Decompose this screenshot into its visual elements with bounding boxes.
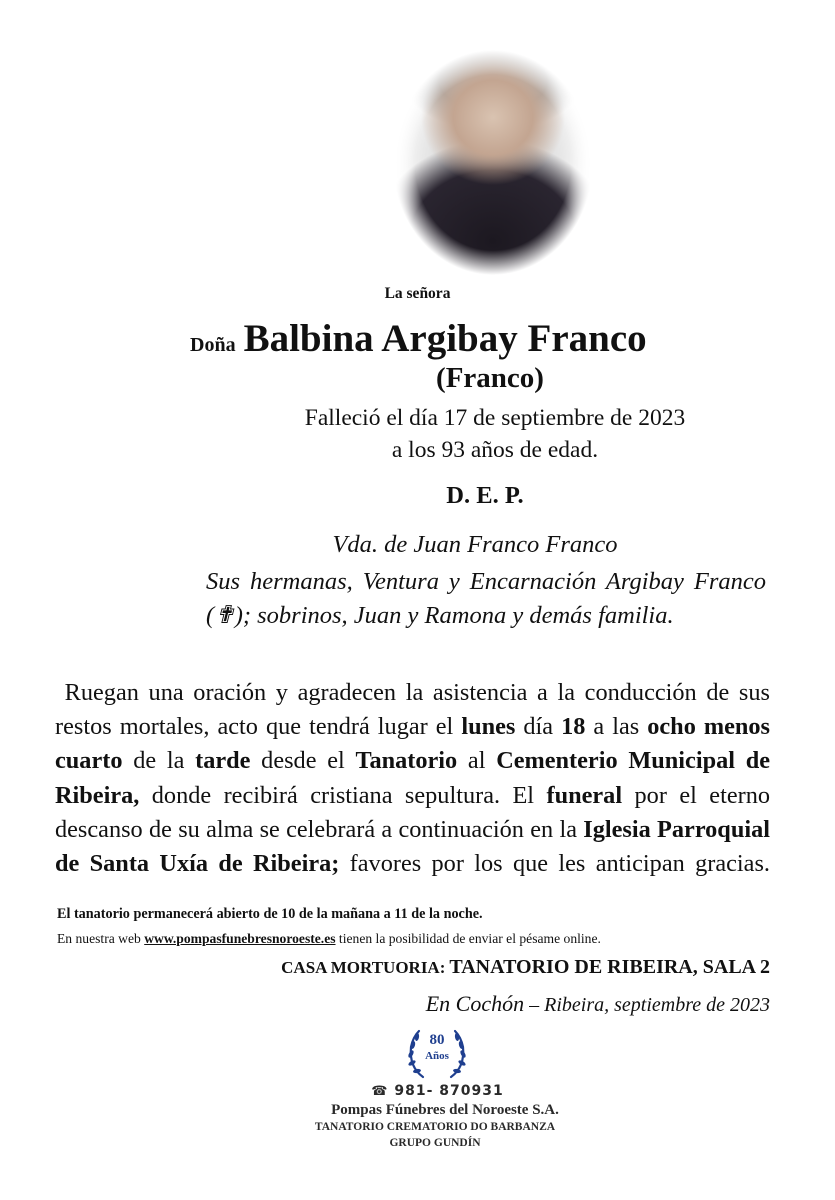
website-link[interactable]: www.pompasfunebresnoroeste.es [144, 931, 336, 946]
honorific: Doña [190, 334, 236, 356]
phone-icon: ☎ [371, 1084, 389, 1099]
deceased-name [190, 316, 647, 361]
mortuary-label: CASA MORTUORIA: [281, 958, 446, 977]
full-name: Balbina Argibay Franco [243, 317, 647, 360]
widow-line: Vda. de Juan Franco Franco [332, 531, 618, 558]
age: a los 93 años de edad. [391, 437, 599, 463]
death-date: Falleció el día 17 de septiembre de 2023 [304, 405, 686, 431]
web-note: En nuestra web www.pompasfunebresnoroeste.es tienen la posibilidad de enviar el pésame online. [57, 931, 601, 946]
cross-icon: ✟ [214, 602, 235, 629]
phone-number: 981- 870931 [394, 1083, 504, 1099]
company-name: Pompas Fúnebres del Noroeste S.A. [331, 1102, 559, 1118]
group-name: GRUPO GUNDÍN [389, 1137, 481, 1149]
ceremony-paragraph: Ruegan una oración y agradecen la asistencia a la conducción de sus restos mortales, acto que tendrá lugar el lunes día 18 a las ocho menos cuarto de la tarde desde el Tanatorio al Cementerio Municipal de Ribeira, donde recibirá cristiana sepultura. El funeral por el eterno descanso de su alma se celebrará a continuación en la Iglesia Parroquial de Santa Uxía de Ribeira; favores por los que les anticipan gracias. [55, 679, 771, 878]
mortuary-value: TANATORIO DE RIBEIRA, SALA 2 [449, 956, 770, 978]
place-date: En Cochón – Ribeira, septiembre de 2023 [425, 991, 770, 1016]
logo-word: Años [425, 1050, 449, 1062]
crematorium-name: TANATORIO CREMATORIO DO BARBANZA [314, 1121, 556, 1133]
portrait-photo [393, 50, 593, 275]
alias: (Franco) [436, 362, 544, 394]
title: La señora [384, 285, 451, 302]
mortuary-line [281, 956, 770, 979]
phone-line [0, 1083, 835, 1099]
80-years-logo [399, 1023, 475, 1083]
family-paragraph: Sus hermanas, Ventura y Encarnación Argibay Franco (✟); sobrinos, Juan y Ramona y demás familia. [206, 568, 766, 629]
dep: D. E. P. [446, 482, 524, 509]
logo-number: 80 [429, 1032, 445, 1048]
opening-hours: El tanatorio permanecerá abierto de 10 de la mañana a 11 de la noche. [57, 906, 483, 922]
